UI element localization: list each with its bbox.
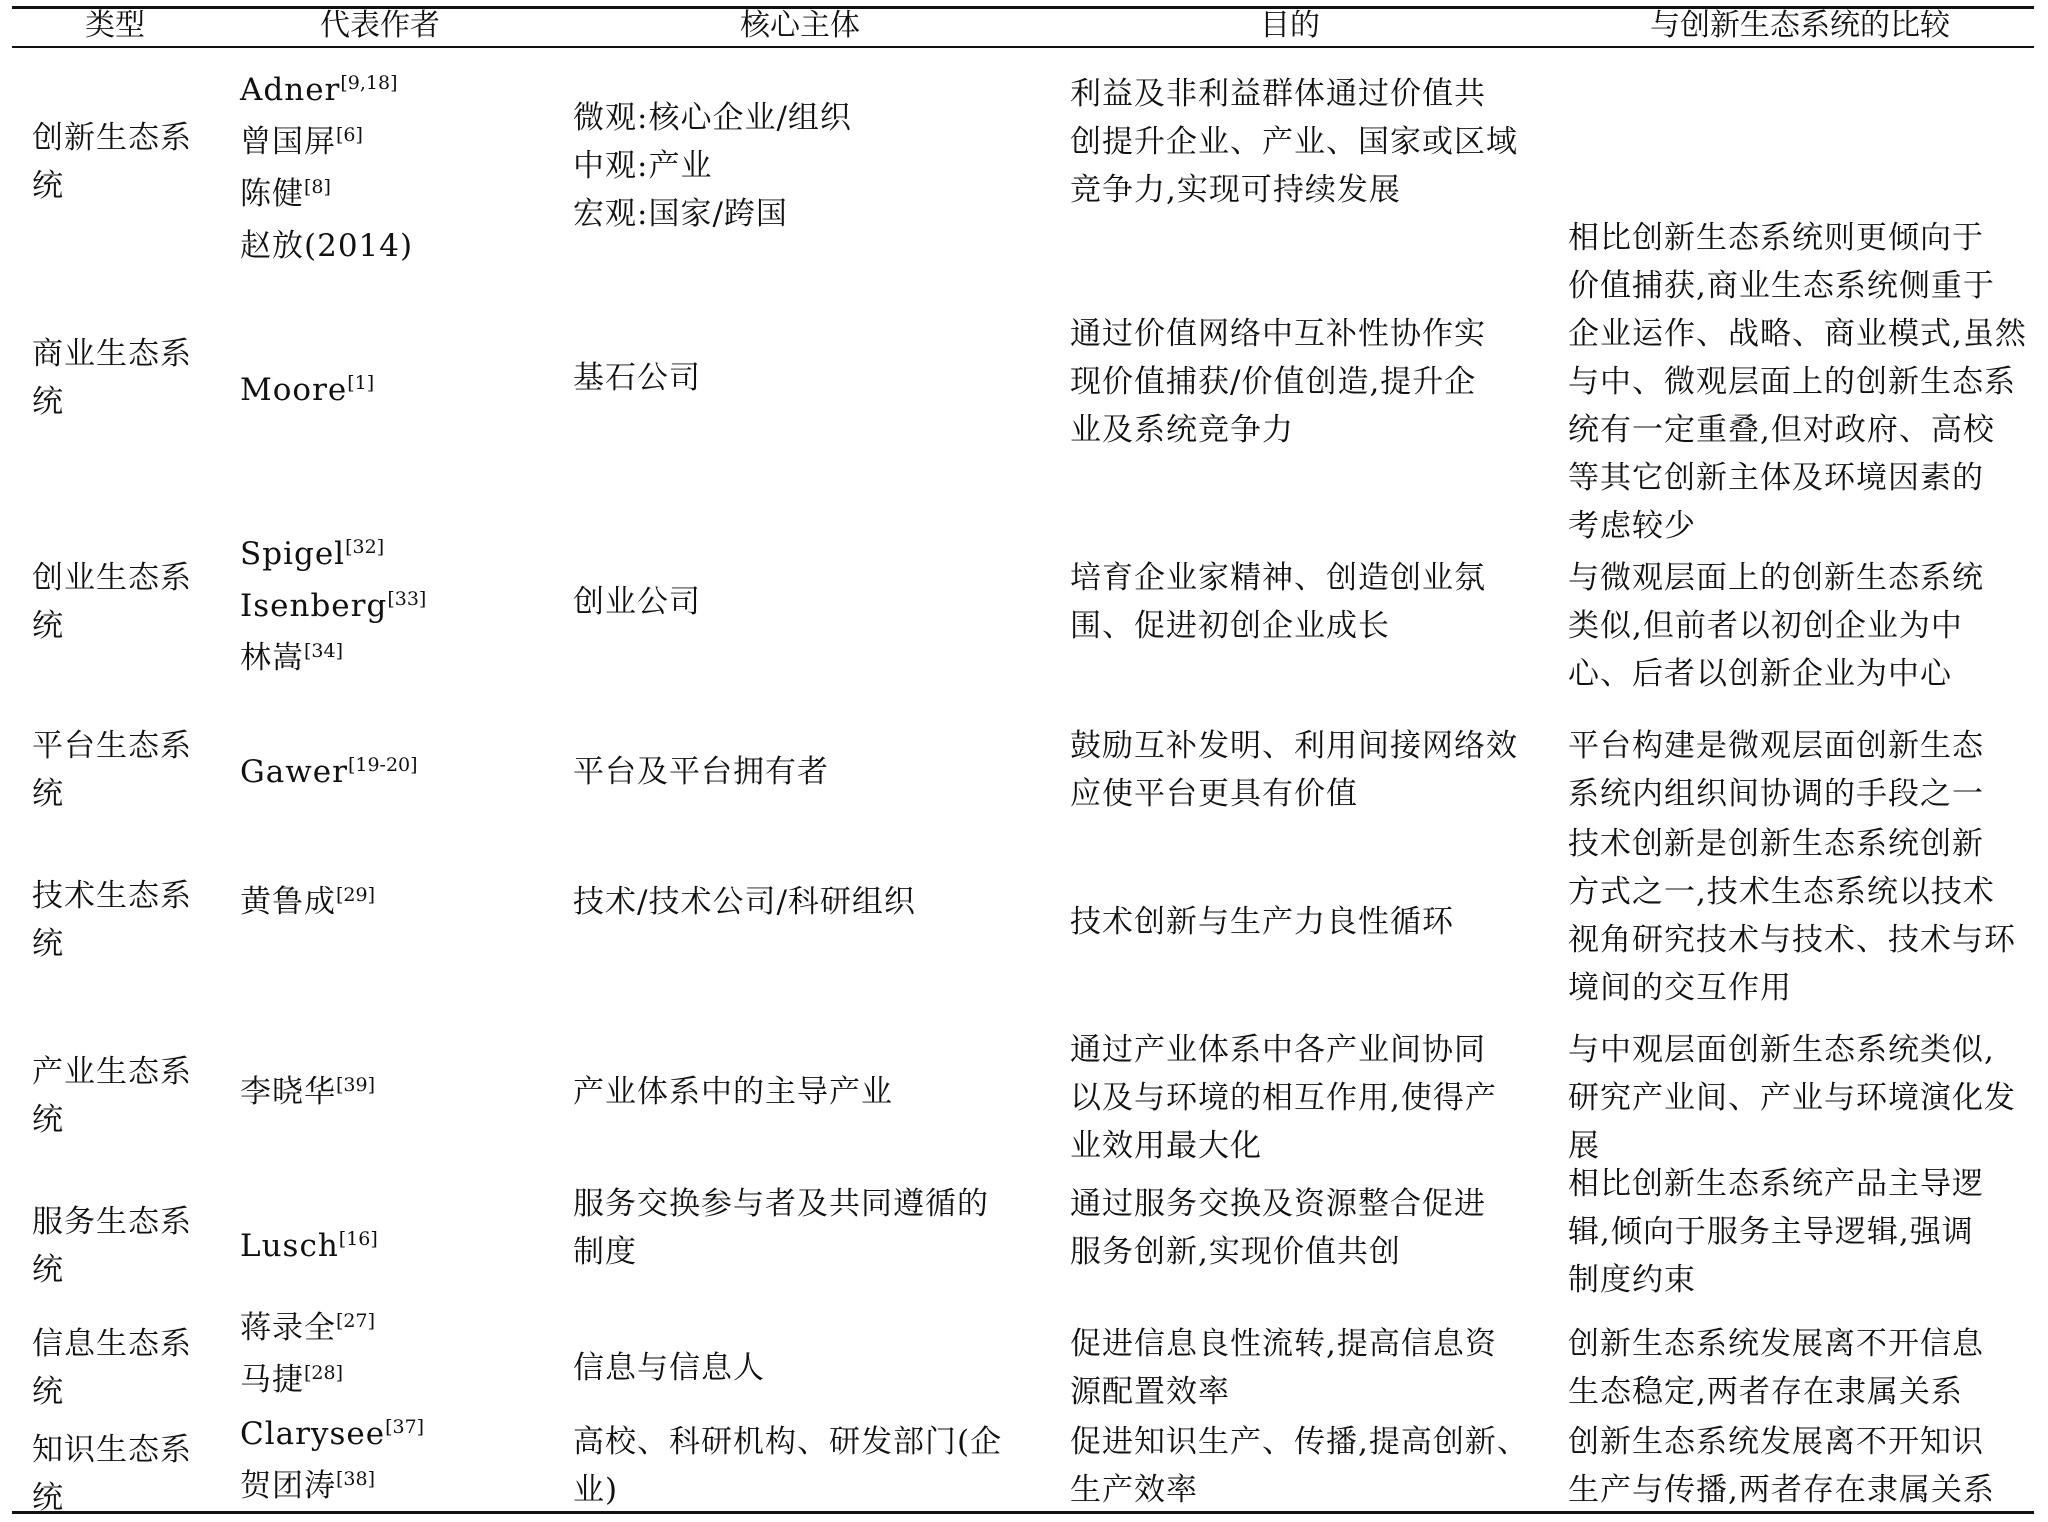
citation-ref: [1] (347, 372, 375, 394)
author-name: Lusch (240, 1228, 339, 1264)
subject-cell-line: 高校、科研机构、研发部门(企 (573, 1424, 1003, 1460)
subject-cell-line: 信息与信息人 (573, 1350, 765, 1386)
comparison-cell-line: 境间的交互作用 (1568, 970, 1792, 1006)
header-type: 类型 (85, 8, 145, 43)
citation-ref: [32] (345, 536, 385, 558)
comparison-cell-line: 等其它创新主体及环境因素的 (1568, 460, 1984, 496)
author-entry (240, 170, 331, 218)
purpose-cell-line: 围、促进初创企业成长 (1070, 608, 1390, 644)
author-name: 曾国屏 (240, 124, 336, 160)
purpose-cell-line: 创提升企业、产业、国家或区域 (1070, 124, 1518, 160)
citation-ref: [38] (336, 1468, 376, 1490)
type-cell-line: 信息生态系 (32, 1326, 192, 1362)
comparison-cell-line: 创新生态系统发展离不开信息 (1568, 1326, 1984, 1362)
comparison-cell-line: 方式之一,技术生态系统以技术 (1568, 874, 1995, 910)
comparison-cell-line: 统有一定重叠,但对政府、高校 (1568, 412, 1995, 448)
comparison-cell-line: 制度约束 (1568, 1262, 1696, 1298)
type-cell-line: 产业生态系 (32, 1054, 192, 1090)
comparison-cell-line: 系统内组织间协调的手段之一 (1568, 776, 1984, 812)
type-cell-line: 统 (32, 1252, 64, 1288)
citation-ref: [6] (336, 124, 363, 146)
author-name: 林嵩 (240, 640, 304, 676)
citation-ref: [16] (338, 1228, 378, 1250)
author-entry (240, 118, 363, 166)
type-cell-line: 创业生态系 (32, 560, 192, 596)
comparison-cell-line: 相比创新生态系统则更倾向于 (1568, 220, 1984, 256)
citation-ref: [34] (304, 640, 344, 662)
subject-cell-line: 技术/技术公司/科研组织 (573, 884, 916, 920)
subject-cell-line: 业) (573, 1472, 619, 1508)
purpose-cell-line: 鼓励互补发明、利用间接网络效 (1070, 728, 1518, 764)
purpose-cell-line: 现价值捕获/价值创造,提升企 (1070, 364, 1477, 400)
comparison-cell-line: 研究产业间、产业与环境演化发 (1568, 1080, 2016, 1116)
comparison-cell-line: 辑,倾向于服务主导逻辑,强调 (1568, 1214, 1974, 1250)
type-cell-line: 统 (32, 1480, 64, 1516)
subject-cell-line: 宏观:国家/跨国 (573, 196, 788, 232)
author-entry (240, 222, 413, 270)
comparison-cell-line: 与中观层面创新生态系统类似, (1568, 1032, 1995, 1068)
author-entry (240, 1462, 375, 1510)
citation-ref: [28] (304, 1362, 344, 1384)
header-subject: 核心主体 (740, 8, 860, 43)
purpose-cell-line: 促进信息良性流转,提高信息资 (1070, 1326, 1497, 1362)
author-name: Gawer (240, 754, 348, 790)
author-name: Moore (240, 372, 348, 408)
author-name: Isenberg (240, 588, 388, 624)
type-cell-line: 统 (32, 168, 64, 204)
comparison-cell-line: 企业运作、战略、商业模式,虽然 (1568, 316, 2027, 352)
type-cell-line: 技术生态系 (32, 878, 192, 914)
comparison-cell-line: 技术创新是创新生态系统创新 (1568, 826, 1984, 862)
purpose-cell-line: 通过服务交换及资源整合促进 (1070, 1186, 1486, 1222)
purpose-cell-line: 利益及非利益群体通过价值共 (1070, 76, 1486, 112)
author-name: 李晓华 (240, 1074, 336, 1110)
author-name: Clarysee (240, 1416, 386, 1452)
purpose-cell-line: 源配置效率 (1070, 1374, 1230, 1410)
header-purpose: 目的 (1260, 8, 1320, 43)
citation-ref: [29] (336, 884, 376, 906)
comparison-cell-line: 视角研究技术与技术、技术与环 (1568, 922, 2016, 958)
author-name: 贺团涛 (240, 1468, 336, 1504)
type-cell-line: 创新生态系 (32, 120, 192, 156)
subject-cell-line: 平台及平台拥有者 (573, 754, 829, 790)
purpose-cell-line: 技术创新与生产力良性循环 (1070, 904, 1454, 940)
citation-ref: [33] (387, 588, 427, 610)
type-cell-line: 统 (32, 776, 64, 812)
author-name: 赵放(2014) (240, 228, 414, 264)
author-entry (240, 748, 418, 796)
citation-ref: [8] (304, 176, 331, 198)
author-entry (240, 530, 384, 578)
header-authors: 代表作者 (320, 8, 440, 43)
purpose-cell-line: 生产效率 (1070, 1472, 1198, 1508)
subject-cell-line: 微观:核心企业/组织 (573, 100, 852, 136)
comparison-cell-line: 考虑较少 (1568, 508, 1696, 544)
citation-ref: [19-20] (347, 754, 418, 776)
subject-cell-line: 中观:产业 (573, 148, 713, 184)
comparison-cell-line: 类似,但前者以初创企业为中 (1568, 608, 1963, 644)
type-cell-line: 统 (32, 608, 64, 644)
author-entry (240, 582, 426, 630)
type-cell-line: 统 (32, 926, 64, 962)
author-entry (240, 1068, 375, 1116)
purpose-cell-line: 通过产业体系中各产业间协同 (1070, 1032, 1486, 1068)
header-rule (12, 46, 2034, 48)
citation-ref: [39] (336, 1074, 376, 1096)
author-entry (240, 1304, 375, 1352)
subject-cell-line: 基石公司 (573, 360, 701, 396)
header-comparison: 与创新生态系统的比较 (1650, 8, 1950, 43)
author-name: 黄鲁成 (240, 884, 336, 920)
type-cell-line: 统 (32, 384, 64, 420)
purpose-cell-line: 业及系统竞争力 (1070, 412, 1294, 448)
citation-ref: [27] (336, 1310, 376, 1332)
type-cell-line: 平台生态系 (32, 728, 192, 764)
comparison-cell-line: 相比创新生态系统产品主导逻 (1568, 1166, 1984, 1202)
author-entry (240, 1410, 424, 1458)
author-name: 蒋录全 (240, 1310, 336, 1346)
comparison-cell-line: 展 (1568, 1128, 1600, 1164)
subject-cell-line: 创业公司 (573, 584, 701, 620)
author-name: 陈健 (240, 176, 304, 212)
comparison-cell-line: 生产与传播,两者存在隶属关系 (1568, 1472, 1995, 1508)
comparison-cell-line: 与中、微观层面上的创新生态系 (1568, 364, 2016, 400)
purpose-cell-line: 业效用最大化 (1070, 1128, 1262, 1164)
author-entry (240, 1222, 378, 1270)
author-name: 马捷 (240, 1362, 304, 1398)
type-cell-line: 商业生态系 (32, 336, 192, 372)
comparison-cell-line: 生态稳定,两者存在隶属关系 (1568, 1374, 1963, 1410)
author-entry (240, 878, 375, 926)
author-name: Adner (240, 72, 341, 108)
purpose-cell-line: 以及与环境的相互作用,使得产 (1070, 1080, 1497, 1116)
comparison-cell-line: 心、后者以创新企业为中心 (1568, 656, 1952, 692)
author-name: Spigel (240, 536, 346, 572)
subject-cell-line: 产业体系中的主导产业 (573, 1074, 893, 1110)
purpose-cell-line: 竞争力,实现可持续发展 (1070, 172, 1401, 208)
type-cell-line: 统 (32, 1374, 64, 1410)
subject-cell-line: 制度 (573, 1234, 637, 1270)
author-entry (240, 1356, 343, 1404)
comparison-cell-line: 平台构建是微观层面创新生态 (1568, 728, 1984, 764)
purpose-cell-line: 通过价值网络中互补性协作实 (1070, 316, 1486, 352)
subject-cell-line: 服务交换参与者及共同遵循的 (573, 1186, 989, 1222)
comparison-cell-line: 价值捕获,商业生态系统侧重于 (1568, 268, 1995, 304)
citation-ref: [37] (385, 1416, 425, 1438)
type-cell-line: 服务生态系 (32, 1204, 192, 1240)
purpose-cell-line: 培育企业家精神、创造创业氛 (1070, 560, 1486, 596)
author-entry (240, 634, 343, 682)
comparison-cell-line: 创新生态系统发展离不开知识 (1568, 1424, 1984, 1460)
comparison-cell-line: 与微观层面上的创新生态系统 (1568, 560, 1984, 596)
type-cell-line: 知识生态系 (32, 1432, 192, 1468)
purpose-cell-line: 服务创新,实现价值共创 (1070, 1234, 1401, 1270)
purpose-cell-line: 促进知识生产、传播,提高创新、 (1070, 1424, 1529, 1460)
author-entry (240, 66, 398, 114)
purpose-cell-line: 应使平台更具有价值 (1070, 776, 1358, 812)
author-entry (240, 366, 374, 414)
type-cell-line: 统 (32, 1102, 64, 1138)
citation-ref: [9,18] (340, 72, 398, 94)
